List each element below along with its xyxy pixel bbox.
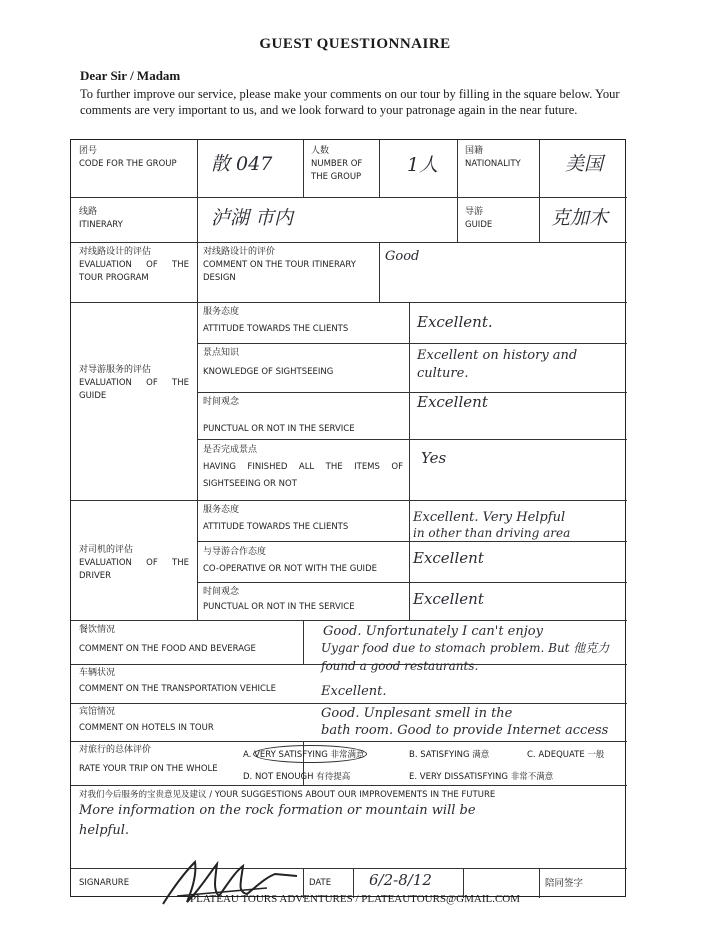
nationality-label: 国籍 NATIONALITY <box>465 146 521 169</box>
hotels-label: 宾馆情况 COMMENT ON HOTELS IN TOUR <box>79 707 214 733</box>
group-number-value: 1人 <box>407 154 439 176</box>
food-value-2: Uygar food due to stomach problem. But 他克力 <box>321 641 610 655</box>
guide-attitude-label: 服务态度 ATTITUDE TOWARDS THE CLIENTS <box>203 307 349 334</box>
rating-option-d[interactable]: D. NOT ENOUGH 有待提高 <box>243 772 351 782</box>
driver-eval-label: 对司机的评估 EVALUATION OF THE DRIVER <box>79 545 189 581</box>
transport-label: 车辆状况 COMMENT ON THE TRANSPORTATION VEHICLE <box>79 668 277 694</box>
driver-attitude-value-1: Excellent. Very Helpful <box>413 510 566 525</box>
rating-option-a[interactable]: A. VERY SATISFYING 非常满意 <box>243 750 365 760</box>
itinerary-value: 泸湖 市内 <box>211 207 294 229</box>
rating-option-e[interactable]: E. VERY DISSATISFYING 非常不满意 <box>409 772 554 782</box>
suggestions-value-2: helpful. <box>79 823 130 838</box>
questionnaire-form <box>70 139 626 897</box>
guide-finished-value: Yes <box>421 449 447 467</box>
guide-knowledge-label: 景点知识 KNOWLEDGE OF SIGHTSEEING <box>203 348 334 377</box>
group-number-label: 人数 NUMBER OF THE GROUP <box>311 146 363 182</box>
group-code-label: 团号 CODE FOR THE GROUP <box>79 146 177 169</box>
guide-value: 克加木 <box>551 207 609 229</box>
greeting: Dear Sir / Madam <box>80 68 181 83</box>
driver-punctual-value: Excellent <box>413 590 484 608</box>
guide-label: 导游 GUIDE <box>465 207 493 230</box>
suggestions-value-1: More information on the rock formation or mountain will be <box>79 803 476 818</box>
signature-label: SIGNARURE <box>79 878 130 888</box>
guide-knowledge-value-2: culture. <box>417 366 469 381</box>
hotels-value-2: bath room. Good to provide Internet access <box>321 723 609 738</box>
guide-punctual-label: 时间观念 PUNCTUAL OR NOT IN THE SERVICE <box>203 397 355 434</box>
date-value: 6/2-8/12 <box>369 871 432 889</box>
suggestions-label: 对我们今后服务的宝贵意见及建议 / YOUR SUGGESTIONS ABOUT OUR IMPROVEMENTS IN THE FUTURE <box>79 790 496 800</box>
driver-coop-value: Excellent <box>413 549 484 567</box>
rating-option-c[interactable]: C. ADEQUATE 一般 <box>527 750 605 760</box>
date-label: DATE <box>309 878 332 888</box>
tour-comment-value: Good <box>385 249 420 264</box>
driver-attitude-value-2: in other than driving area <box>413 526 571 540</box>
guide-attitude-value: Excellent. <box>417 313 493 331</box>
escort-signature-label: 陪同签字 <box>545 878 584 889</box>
guide-finished-label: 是否完成景点 HAVING FINISHED ALL THE ITEMS OF SIGHTSEEING OR NOT <box>203 445 403 489</box>
footer-contact: PLATEAU TOURS ADVENTURES / PLATEAUTOURS@GMAIL.COM <box>189 893 521 905</box>
driver-attitude-label: 服务态度 ATTITUDE TOWARDS THE CLIENTS <box>203 505 349 532</box>
guide-knowledge-value-1: Excellent on history and <box>417 348 578 363</box>
driver-coop-label: 与导游合作态度 CO-OPERATIVE OR NOT WITH THE GUIDE <box>203 547 377 574</box>
food-value-1: Good. Unfortunately I can't enjoy <box>323 624 543 639</box>
transport-value: Excellent. <box>321 684 387 699</box>
hotels-value-1: Good. Unplesant smell in the <box>321 706 513 721</box>
rating-label: 对旅行的总体评价 RATE YOUR TRIP ON THE WHOLE <box>79 745 218 774</box>
food-value-3: found a good restaurants. <box>321 659 479 673</box>
guide-punctual-value: Excellent <box>417 393 488 411</box>
tour-comment-label: 对线路设计的评价 COMMENT ON THE TOUR ITINERARY DESIGN <box>203 247 356 283</box>
tour-program-label: 对线路设计的评估 EVALUATION OF THE TOUR PROGRAM <box>79 247 189 283</box>
guide-eval-label: 对导游服务的评估 EVALUATION OF THE GUIDE <box>79 365 189 401</box>
rating-option-b[interactable]: B. SATISFYING 满意 <box>409 750 490 760</box>
page-title: GUEST QUESTIONNAIRE <box>259 36 451 52</box>
intro-text: To further improve our service, please make your comments on our tour by filling in the square below. Your comments are very important to us, and we look forward to your patronage again in the near future. <box>80 87 620 117</box>
itinerary-label: 线路 ITINERARY <box>79 207 123 230</box>
driver-punctual-label: 时间观念 PUNCTUAL OR NOT IN THE SERVICE <box>203 587 355 612</box>
group-code-value: 散 047 <box>211 153 273 175</box>
food-label: 餐饮情况 COMMENT ON THE FOOD AND BEVERAGE <box>79 625 256 654</box>
nationality-value: 美国 <box>565 153 604 175</box>
